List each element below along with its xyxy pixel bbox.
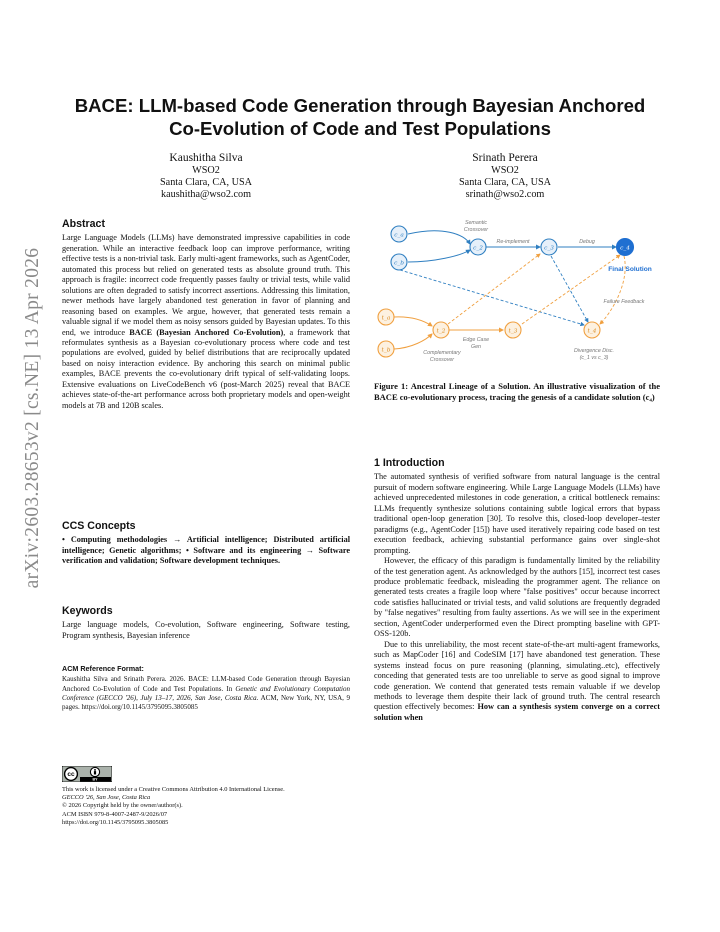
introduction-heading: 1 Introduction: [374, 457, 445, 469]
label-failure-feedback: Failure Feedback: [603, 299, 645, 305]
edge-t3-c4: [522, 255, 620, 324]
label-divergence: Divergence Disc.: [573, 348, 615, 354]
edge-c3-t4: [551, 256, 588, 322]
label-final-solution: Final Solution: [608, 266, 652, 273]
arxiv-sidebar: [18, 0, 48, 932]
edge-t2-c3: [448, 254, 540, 324]
cc-icon: cc: [67, 771, 75, 779]
bace-term: BACE (Bayesian Anchored Co-Evolution): [129, 327, 284, 337]
svg-text:t_b: t_b: [381, 347, 391, 354]
license-copyright: © 2026 Copyright held by the owner/author(s).: [62, 802, 183, 810]
author-location: Santa Clara, CA, USA: [459, 177, 551, 189]
license-isbn: ACM ISBN 979-8-4007-2487-9/2026/07: [62, 810, 168, 818]
svg-text:t_2: t_2: [436, 328, 446, 335]
label-gen: Gen: [470, 344, 482, 350]
svg-text:t_a: t_a: [381, 315, 391, 322]
ccs-heading: CCS Concepts: [62, 520, 136, 532]
svg-text:c_3: c_3: [544, 245, 554, 252]
author-email[interactable]: kaushitha@wso2.com: [160, 189, 252, 201]
by-icon: BY: [92, 777, 98, 782]
node-c4: [617, 239, 634, 256]
edge-ta-t2: [394, 317, 432, 326]
intro-paragraph-2: However, the efficacy of this paradigm is fundamentally limited by the reliability of the test generation agent. As acknowledged by the authors [15], incorrect test cases produce problematic feedback, misleading the programmer agent. The reliance on generated tests creates a fragile loop where "false positives" occur because incorrect code satisfies hallucinated or trivial tests, and valid solutions are frequently degraded by "false negatives" resulting from faulty assertions. As we will see in the experiment section, AgentCoder underperformed even the Direct prompting baseline with GPT-OSS-120b.: [374, 556, 660, 639]
license-doi[interactable]: https://doi.org/10.1145/3795095.3805085: [62, 818, 169, 826]
label-reimplement: Re-implement: [496, 239, 530, 245]
research-question: How can a synthesis system converge on a correct solution when: [374, 702, 660, 722]
svg-text:c_2: c_2: [473, 245, 483, 252]
node-tb: [378, 341, 394, 357]
acm-format-section: [62, 664, 350, 712]
intro-paragraph-3: Due to this unreliability, the most recent state-of-the-art multi-agent frameworks, such as MapCoder [16] and CodeSIM [17] have abandoned test generation. These systems instead focus on pure reasoning (planning, simulating..etc), effectively conceding that generated tests are too unreliable to serve as good signal to improve code generation. We contend that generated tests remain valuable if we develop methods to leverage them despite their lack of ground truth. The central research question effectively becomes: How can a synthesis system converge on a correct solution when: [374, 639, 660, 722]
keywords-heading: Keywords: [62, 605, 113, 617]
keywords-section: [62, 606, 350, 641]
label-complementary: Complementary: [423, 350, 461, 356]
license-block: [62, 786, 350, 827]
title-line-1: BACE: LLM-based Code Generation through Bayesian Anchored: [74, 95, 646, 116]
author-name: Kaushitha Silva: [169, 152, 243, 164]
introduction-section: [374, 458, 660, 723]
svg-text:t_4: t_4: [587, 328, 597, 335]
acm-format-heading: ACM Reference Format:: [62, 664, 144, 673]
intro-paragraph-1: The automated synthesis of verified software from natural language is the central pursuit of modern software engineering. While Large Language Models (LLMs) have achieved unprecedented milestones in code generation, a critical bottleneck remains: LLMs frequently synthesize solutions containing subtle logical errors that bypass traditional open-loop generation [30]. To resolve this, closed-loop developer–tester paradigms (e.g., AgentCoder [15]) have used iteratively repairing code based on test execution feedback, achieving substantial performance gains over single-shot prompting.: [374, 472, 660, 555]
label-crossover: Crossover: [463, 227, 489, 233]
node-ca: [391, 226, 407, 242]
node-cb: [391, 254, 407, 270]
author-block-1: [106, 151, 306, 202]
label-edge-case: Edge Case: [462, 337, 490, 343]
edge-ca-c2: [408, 231, 470, 244]
node-c2: [470, 239, 486, 255]
label-debug: Debug: [579, 239, 595, 245]
acm-format-text: Kaushitha Silva and Srinath Perera. 2026. BACE: LLM-based Code Generation through Bayesian Anchored Co-Evolution of Code and Test Populations. In Genetic and Evolutionary Computation Conference (GECCO '26), July 13–17, 2026, San Jose, Costa Rica. ACM, New York, NY, USA, 9 pages. https://doi.org/10.1145/3795095.3805085: [62, 675, 350, 712]
author-location: Santa Clara, CA, USA: [160, 177, 252, 189]
ccs-text: • Computing methodologies → Artificial intelligence; Distributed artificial intelligence; Genetic algorithms; • Software and its engineering → Software verification and validation; Software development techniques.: [62, 535, 350, 566]
abstract-heading: Abstract: [62, 218, 105, 230]
cc-by-badge[interactable]: [62, 766, 112, 782]
svg-text:t_3: t_3: [508, 328, 518, 335]
license-conference: GECCO '26, San Jose, Costa Rica: [62, 794, 151, 802]
edge-tb-t2: [394, 334, 432, 349]
svg-text:c_4: c_4: [620, 245, 630, 252]
paper-title: [60, 94, 660, 140]
edge-cb-c2: [408, 250, 470, 262]
author-org: WSO2: [192, 165, 220, 176]
node-t4: [584, 322, 600, 338]
node-c3: [541, 239, 557, 255]
author-email[interactable]: srinath@wso2.com: [465, 189, 545, 201]
node-t2: [433, 322, 449, 338]
author-block-2: [405, 151, 605, 202]
node-t3: [505, 322, 521, 338]
ccs-section: [62, 521, 350, 567]
label-divergence-sub: (c_1 vs c_3): [579, 355, 609, 361]
edge-cb-t4: [400, 270, 584, 325]
figure-caption: Figure 1: Ancestral Lineage of a Solution. An illustrative visualization of the BACE co-evolutionary process, tracing the genesis of a candidate solution (c₄): [374, 381, 660, 402]
svg-text:c_b: c_b: [394, 260, 404, 267]
svg-text:c_a: c_a: [394, 232, 404, 239]
keywords-text: Large language models, Co-evolution, Software engineering, Software testing, Program synthesis, Bayesian inference: [62, 620, 350, 640]
label-crossover-2: Crossover: [429, 357, 455, 363]
author-name: Srinath Perera: [472, 152, 538, 164]
label-semantic: Semantic: [464, 220, 488, 226]
author-org: WSO2: [491, 165, 519, 176]
ancestral-lineage-figure: [372, 212, 662, 372]
node-ta: [378, 309, 394, 325]
abstract-section: [62, 219, 350, 411]
abstract-text: Large Language Models (LLMs) have demonstrated impressive capabilities in code generation. While an interactive feedback loop can improve performance, writing effective tests is a non-trivial task. Early multi-agent frameworks, such as AgentCoder, automated this process but relied on generated tests as absolute ground truth. This approach is fragile: incorrect code frequently passes faulty or trivial tests, while valid solutions are often degraded to satisfy incorrect assertions. Addressing this limitation, newer methods have largely abandoned test generation in favor of planning and reasoning based on examples. We argue, however, that generated tests remain a valuable signal if we model them as noisy sensors guided by Bayesian updates. To this end, we introduce BACE (Bayesian Anchored Co-Evolution), a framework that reformulates synthesis as a Bayesian co-evolutionary process where code and test populations are evolved, guided by belief distributions that are reciprocally updated based on noisy interaction evidence. By anchoring this search on minimal public examples, BACE prevents the co-evolutionary drift typical of self-validating loops. Extensive evaluations on LiveCodeBench v6 (post-March 2025) reveal that BACE achieves state-of-the-art performance across both proprietary models and open-weight models at 7B and 120B scales.: [62, 233, 350, 410]
arxiv-id: arXiv:2603.28653v2 [cs.NE] 13 Apr 2026: [22, 247, 43, 589]
license-line: This work is licensed under a Creative Commons Attribution 4.0 International License.: [62, 786, 285, 793]
title-line-2: Co-Evolution of Code and Test Populations: [169, 118, 551, 139]
